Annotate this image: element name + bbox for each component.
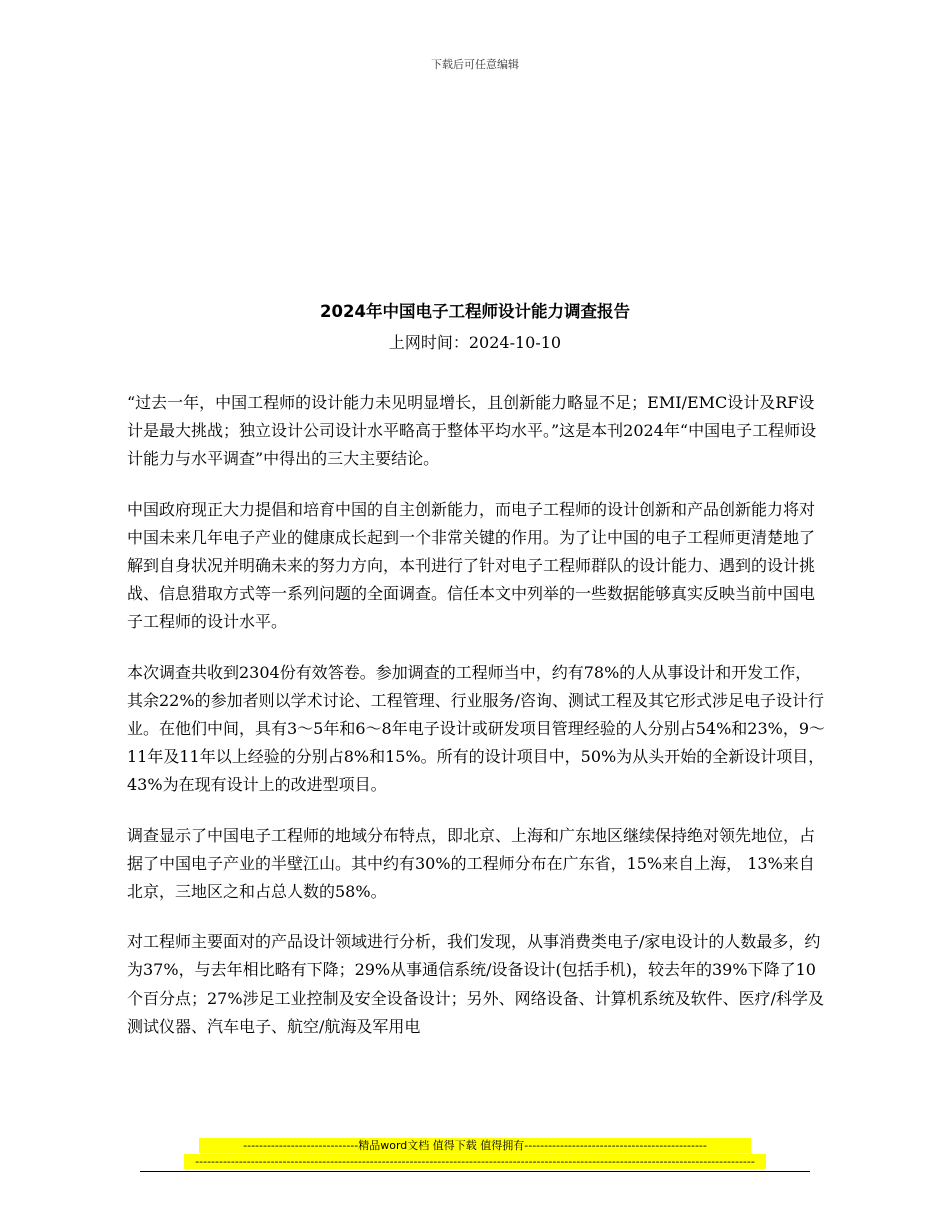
footer-dash-text: --------------------------------------------------------------------------------------------------------------------------------------------- xyxy=(184,1154,766,1169)
footer-banner-text: -----------------------------精品word文档 值得下载 值得拥有---------------------------------------------- xyxy=(199,1138,751,1153)
header-note: 下载后可任意编辑 xyxy=(431,58,519,71)
paragraph-1: “过去一年，中国工程师的设计能力未见明显增长，且创新能力略显不足；EMI/EMC设计及RF设计是最大挑战；独立设计公司设计水平略高于整体平均水平。”这是本刊2024年“中国电子工程师设计能力与水平调查”中得出的三大主要结论。 xyxy=(127,393,817,469)
paragraph-2: 中国政府现正大力提倡和培育中国的自主创新能力，而电子工程师的设计创新和产品创新能力将对中国未来几年电子产业的健康成长起到一个非常关键的作用。为了让中国的电子工程师更清楚地了解到自身状况并明确未来的努力方向，本刊进行了针对电子工程师群队的设计能力、遇到的设计挑战、信息猎取方式等一系列问题的全面调查。信任本文中列举的一些数据能够真实反映当前中国电子工程师的设计水平。 xyxy=(127,499,816,632)
footer-rule xyxy=(140,1171,810,1172)
paragraph-5: 对工程师主要面对的产品设计领域进行分析，我们发现，从事消费类电子/家电设计的人数最多，约为37%，与去年相比略有下降；29%从事通信系统/设备设计(包括手机)，较去年的39%下降了10个百分点；27%涉足工业控制及安全设备设计；另外、网络设备、计算机系统及软件、医疗/科学及测试仪器、汽车电子、航空/航海及军用电 xyxy=(127,932,824,1036)
document-title: 2024年中国电子工程师设计能力调查报告 xyxy=(320,302,630,321)
paragraph-3: 本次调查共收到2304份有效答卷。参加调查的工程师当中，约有78%的人从事设计和开发工作，其余22%的参加者则以学术讨论、工程管理、行业服务/咨询、测试工程及其它形式涉足电子设计行业。在他们中间，具有3～5年和6～8年电子设计或研发项目管理经验的人分别占54%和23%，9～11年及11年以上经验的分别占8%和15%。所有的设计项目中，50%为从头开始的全新设计项目，43%为在现有设计上的改进型项目。 xyxy=(127,662,826,795)
paragraph-4: 调查显示了中国电子工程师的地域分布特点，即北京、上海和广东地区继续保持绝对领先地位，占据了中国电子产业的半壁江山。其中约有30%的工程师分布在广东省，15%来自上海， 13%来自北京，三地区之和占总人数的58%。 xyxy=(127,825,816,902)
article-body xyxy=(127,389,827,1063)
publish-date: 上网时间：2024-10-10 xyxy=(388,333,562,352)
